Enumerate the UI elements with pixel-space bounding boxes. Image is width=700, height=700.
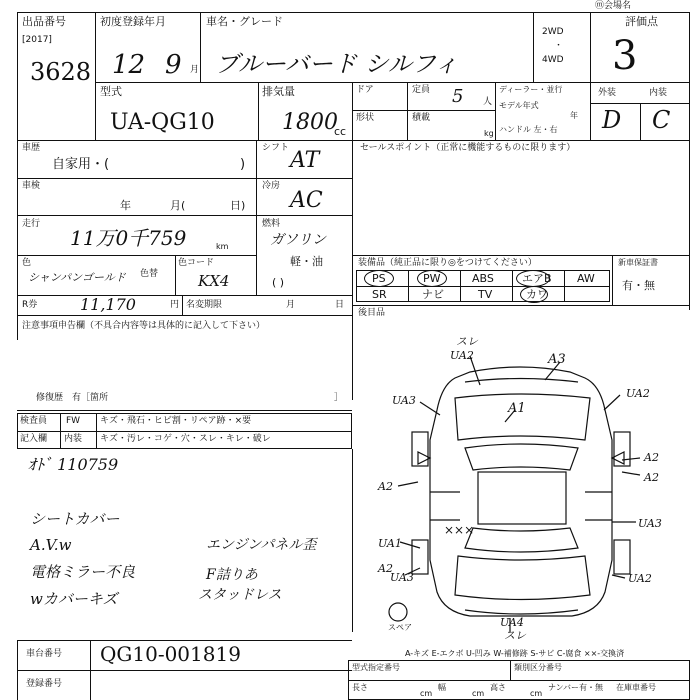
exterior-label: 外装	[598, 88, 617, 98]
inspection-year: 年	[120, 199, 131, 212]
mileage-value: 11万0千759	[70, 226, 187, 250]
mileage-label: 走行	[22, 219, 41, 229]
length-unit: cm	[420, 689, 433, 698]
spare-tire	[389, 603, 407, 621]
model-label: 車名・グレード	[206, 15, 283, 28]
diagram-label-ua3-right: UA3	[638, 517, 662, 530]
remark-studless: スタッドレス	[198, 587, 282, 603]
equip-sr: SR	[372, 288, 387, 301]
first-reg-year: 12	[112, 50, 146, 80]
equip-ps: PS	[372, 272, 386, 285]
equip-airbag: エアB	[522, 272, 552, 285]
displacement-value: 1800	[282, 110, 338, 135]
name-change-day: 日	[335, 300, 345, 310]
inspection-label: 車検	[22, 181, 41, 191]
diagram-label-ua2-right: UA2	[626, 387, 650, 400]
load-label: 積載	[412, 113, 431, 123]
drive-4wd: 4WD	[542, 55, 564, 65]
load-unit: kg	[484, 129, 494, 138]
interior-label: 内装	[649, 88, 668, 98]
equip-tv: TV	[478, 288, 493, 301]
height-label: 高さ	[490, 683, 506, 692]
color-value: シャンパンゴールド	[28, 271, 126, 284]
divider	[348, 680, 690, 681]
type-cert-label: 型式指定番号	[352, 663, 400, 672]
drive-2wd: 2WD	[542, 27, 564, 37]
registration-label: 登録番号	[26, 679, 63, 689]
fuel-label: 燃料	[262, 219, 281, 229]
fuel-option: 軽・油	[290, 255, 323, 268]
diagram-label-a1: A1	[508, 401, 526, 416]
remark-engine-panel: エンジンパネル歪	[206, 537, 317, 553]
back-seat-label: 後目品	[358, 308, 386, 318]
recycle-value: 11,170	[80, 295, 136, 314]
divider	[510, 660, 511, 680]
doors-label: ドア	[356, 85, 374, 95]
color-label: 色	[22, 258, 32, 268]
history-label: 車歴	[22, 143, 41, 153]
interior-check-label: 内装	[64, 434, 83, 444]
diagram-label-ua1: UA1	[378, 537, 402, 550]
diagram-label-sure-top: スレ	[456, 335, 478, 348]
capacity-value: 5	[452, 86, 464, 107]
year-tag: [2017]	[22, 35, 52, 45]
diagram-label-a3: A3	[548, 352, 566, 367]
divider	[17, 670, 352, 671]
diagram-label-replaced: ×××	[444, 523, 475, 537]
dealer-label: ディーラー・並行	[499, 85, 563, 94]
displacement-label: 排気量	[262, 85, 295, 98]
interior-items: キズ・汚レ・コゲ・穴・スレ・キレ・破レ	[100, 434, 271, 444]
fuel-paren: ( )	[272, 276, 285, 289]
color-change-label: 色替	[140, 269, 159, 279]
history-close: )	[240, 157, 246, 172]
wheel-rr	[614, 540, 630, 574]
lot-label: 出品番号	[22, 15, 66, 28]
venue-label: ⓜ会場名	[595, 1, 632, 11]
car-trunk	[455, 556, 590, 600]
first-reg-label: 初度登録年月	[100, 15, 166, 28]
width-unit: cm	[472, 689, 485, 698]
fw-label: FW	[66, 416, 81, 426]
color-code-value: KX4	[198, 272, 230, 290]
plate-label: ナンバー有・無	[548, 683, 604, 692]
diagram-label-ua3-rear: UA3	[390, 571, 414, 584]
lot-number: 3628	[30, 58, 92, 86]
type-value: UA-QG10	[110, 110, 215, 135]
width-label: 幅	[438, 683, 446, 692]
diagram-label-spare: スペア	[388, 623, 412, 632]
repair-close: ］	[334, 393, 344, 403]
remark-cover-scratch: wカバーキズ	[30, 590, 118, 608]
inspector-label: 検査員	[20, 416, 48, 426]
mileage-unit: km	[216, 242, 229, 251]
type-label: 型式	[100, 85, 122, 98]
repair-label: 修復歴 有［箇所	[36, 393, 109, 403]
wheel-fr	[614, 432, 630, 466]
remark-f: F詰りあ	[206, 567, 258, 583]
stock-label: 在庫車番号	[616, 683, 656, 692]
wheel-fl	[412, 432, 428, 466]
remark-mirror: 電格ミラー不良	[30, 563, 136, 581]
equipment-title: 装備品（純正品に限り◎をつけてください）	[358, 258, 537, 268]
score-value: 3	[612, 33, 638, 79]
shape-label: 形状	[356, 113, 375, 123]
displacement-unit: cc	[334, 125, 347, 138]
exterior-grade: D	[602, 106, 622, 134]
class-no-label: 類別区分番号	[514, 663, 562, 672]
equip-leather: カワ	[526, 288, 548, 301]
model-year-unit: 年	[570, 111, 578, 120]
model-name: ブルーバード シルフィ	[215, 50, 458, 78]
color-code-label: 色コード	[178, 258, 215, 268]
chassis-label: 車台番号	[26, 649, 63, 659]
diagram-label-ua4: UA4	[500, 616, 524, 629]
interior-grade: C	[652, 106, 671, 134]
divider	[90, 640, 91, 700]
wheel-rl	[412, 540, 428, 574]
history-value: 自家用・(	[52, 157, 110, 172]
diagram-label-a2-left-rear: A2	[378, 562, 393, 575]
handle-label: ハンドル 左・右	[499, 125, 558, 134]
warranty-value: 有・無	[622, 279, 655, 292]
equip-abs: ABS	[472, 272, 494, 285]
equip-aw: AW	[577, 272, 595, 285]
left-border	[17, 640, 18, 700]
divider	[17, 640, 352, 641]
chassis-value: QG10-001819	[100, 642, 241, 666]
damage-legend: A-キズ E-エクボ U-凹み W-補修跡 S-サビ C-腐食 ××-交換済	[405, 649, 625, 658]
notes-title: 注意事項申告欄（不具合内容等は具体的に記入して下さい）	[22, 321, 266, 331]
diagram-label-a2-r2: A2	[644, 471, 659, 484]
diagram-label-sure-bottom: スレ	[504, 629, 526, 642]
entry-label: 記入欄	[20, 434, 48, 444]
remark-seat-cover: シートカバー	[30, 510, 120, 528]
score-label: 評価点	[625, 15, 658, 28]
drive-sep: ・	[554, 41, 564, 51]
remark-av: A.V.w	[30, 536, 72, 554]
aircon-label: 冷房	[262, 181, 281, 191]
remark-odometer: ｵﾄﾞ 110759	[28, 455, 119, 474]
month-unit: 月	[190, 65, 200, 75]
warranty-label: 新車保証書	[618, 258, 658, 267]
model-year-label: モデル年式	[499, 101, 539, 110]
shift-value: AT	[290, 148, 320, 173]
name-change-label: 名変期限	[186, 300, 223, 310]
recycle-label: R券	[22, 300, 38, 310]
capacity-label: 定員	[412, 85, 431, 95]
equip-navi: ナビ	[422, 288, 444, 301]
yen-unit: 円	[170, 300, 180, 310]
equip-pw: PW	[423, 272, 441, 285]
first-reg-month: 9	[165, 50, 182, 80]
aircon-value: AC	[290, 188, 323, 213]
diagram-label-a2-left: A2	[378, 480, 393, 493]
height-unit: cm	[530, 689, 543, 698]
name-change-month: 月	[286, 300, 296, 310]
inspection-month: 月(	[170, 199, 186, 212]
diagram-label-ua2-top: UA2	[450, 349, 474, 362]
car-windshield	[465, 444, 578, 470]
car-rear-window	[465, 528, 578, 552]
fuel-value: ガソリン	[270, 232, 326, 248]
fw-items: キズ・飛石・ヒビ割・リペア跡・×要	[100, 416, 252, 426]
length-label: 長さ	[352, 683, 368, 692]
diagram-label-ua3-front: UA3	[392, 394, 416, 407]
diagram-label-ua2-rear: UA2	[628, 572, 652, 585]
inspection-day: 日)	[230, 199, 246, 212]
car-roof	[478, 472, 566, 524]
shift-label: シフト	[262, 143, 290, 153]
capacity-unit: 人	[483, 97, 493, 107]
sales-point-title: セールスポイント（正常に機能するものに限ります）	[360, 143, 576, 153]
diagram-label-a2-r1: A2	[644, 451, 659, 464]
